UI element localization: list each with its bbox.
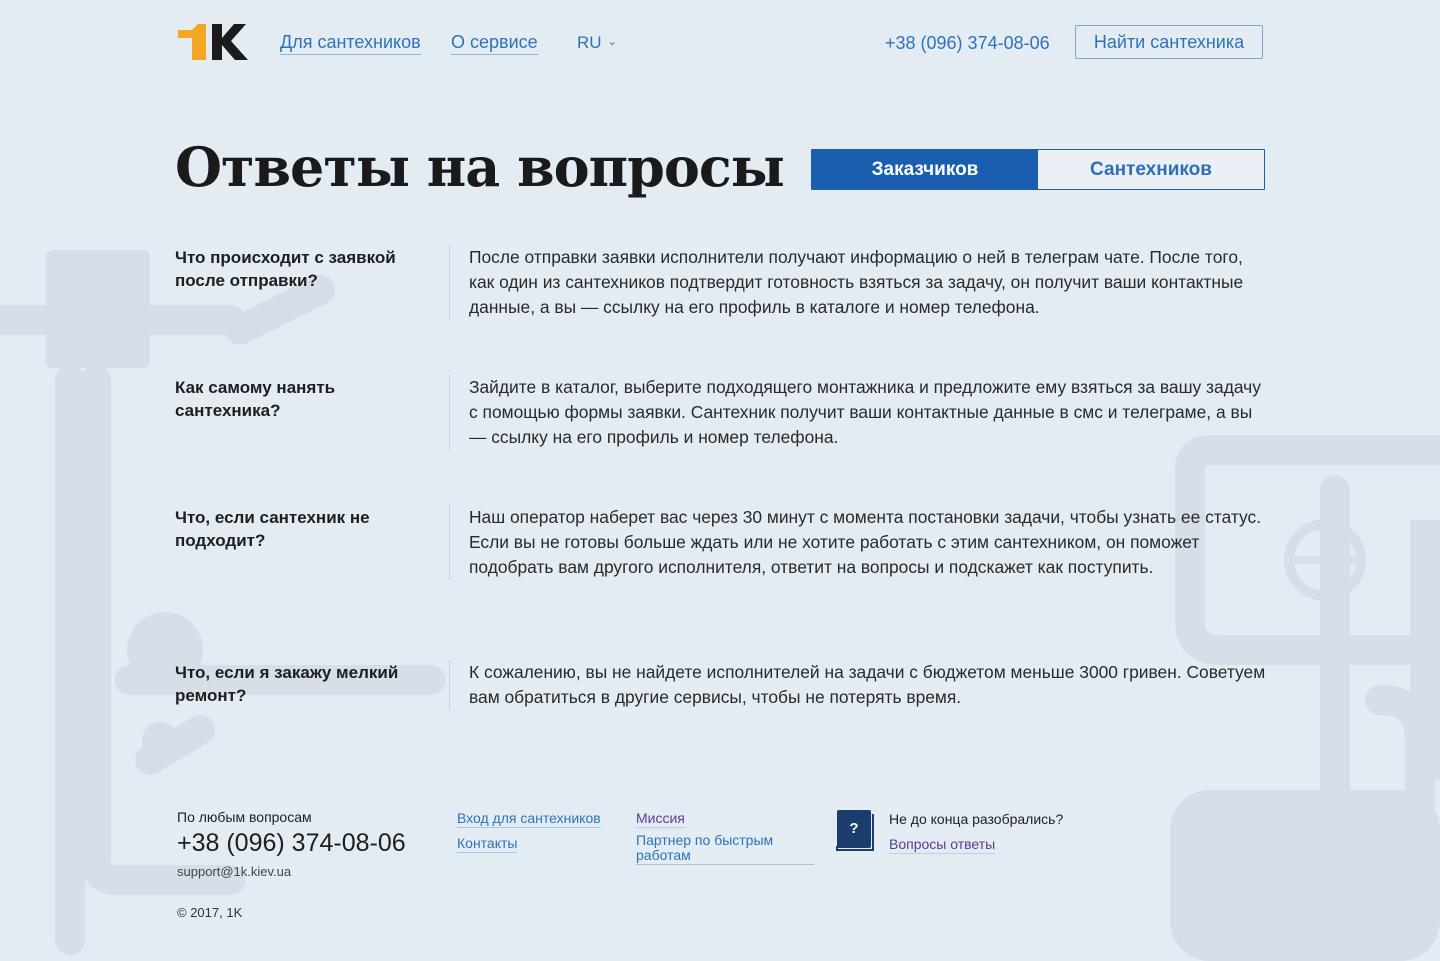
header-phone[interactable]: +38 (096) 374-08-06 (885, 33, 1050, 53)
language-selector[interactable] (577, 31, 617, 54)
faq-answer: После отправки заявки исполнители получают информацию о ней в телеграм чате. После того, как один из сантехников подтвердит готовность взяться за задачу, он получит ваши контактные данные, а вы — ссылку на его профиль в каталоге и номер телефона. (449, 245, 1269, 320)
faq-question: Как самому нанять сантехника? (175, 378, 336, 420)
help-title: Не до конца разобрались? (889, 811, 1064, 827)
faq-answer: К сожалению, вы не найдете исполнителей на задачи с бюджетом меньше 3000 гривен. Советуем вам обратиться в другие сервисы, чтобы не потерять время. (449, 660, 1269, 710)
faq-answer: Наш оператор наберет вас через 30 минут с момента постановки задачи, чтобы узнать ее статус. Если вы не готовы больше ждать или не хотите работать с этим сантехником, он поможет подобрать вам другого исполнителя, ответит на вопросы и подскажет как поступить. (449, 505, 1269, 580)
nav-link-for-plumbers[interactable]: Для сантехников (280, 31, 421, 55)
audience-tabs (811, 149, 1265, 190)
find-plumber-button[interactable]: Найти сантехника (1075, 25, 1263, 59)
help-faq-link[interactable]: Вопросы ответы (889, 836, 996, 852)
footer-copyright: © 2017, 1K (177, 905, 243, 920)
faq-question: Что происходит с заявкой после отправки? (175, 248, 396, 290)
faq-question: Что, если сантехник не подходит? (175, 508, 370, 550)
footer-link-plumber-login[interactable]: Вход для сантехников (457, 810, 601, 826)
help-book-icon (835, 808, 875, 852)
tab-plumbers[interactable]: Сантехников (1038, 150, 1264, 189)
logo-1k-icon[interactable] (178, 24, 260, 60)
chevron-down-icon: ⌄ (607, 36, 617, 48)
footer-link-quick-jobs-partner[interactable]: Партнер по быстрым работам (636, 833, 814, 865)
footer-email[interactable]: support@1k.kiev.ua (177, 864, 292, 879)
help-icon-mark: ? (849, 820, 859, 837)
tab-customers[interactable]: Заказчиков (812, 150, 1038, 189)
faq-question: Что, если я закажу мелкий ремонт? (175, 663, 399, 705)
footer-link-mission[interactable]: Миссия (636, 810, 685, 826)
footer-contact-label: По любым вопросам (177, 809, 312, 825)
nav-link-about-service[interactable]: О сервисе (451, 31, 538, 55)
page-title: Ответы на вопросы (175, 135, 784, 199)
faq-answer: Зайдите в каталог, выберите подходящего монтажника и предложите ему взяться за вашу задачу с помощью формы заявки. Сантехник получит ваши контактные данные в смс и телеграме, а вы — ссылку на его профиль и номер телефона. (449, 375, 1269, 450)
footer-phone[interactable]: +38 (096) 374-08-06 (177, 829, 406, 857)
language-label: RU (577, 33, 602, 52)
footer-link-contacts[interactable]: Контакты (457, 835, 518, 851)
